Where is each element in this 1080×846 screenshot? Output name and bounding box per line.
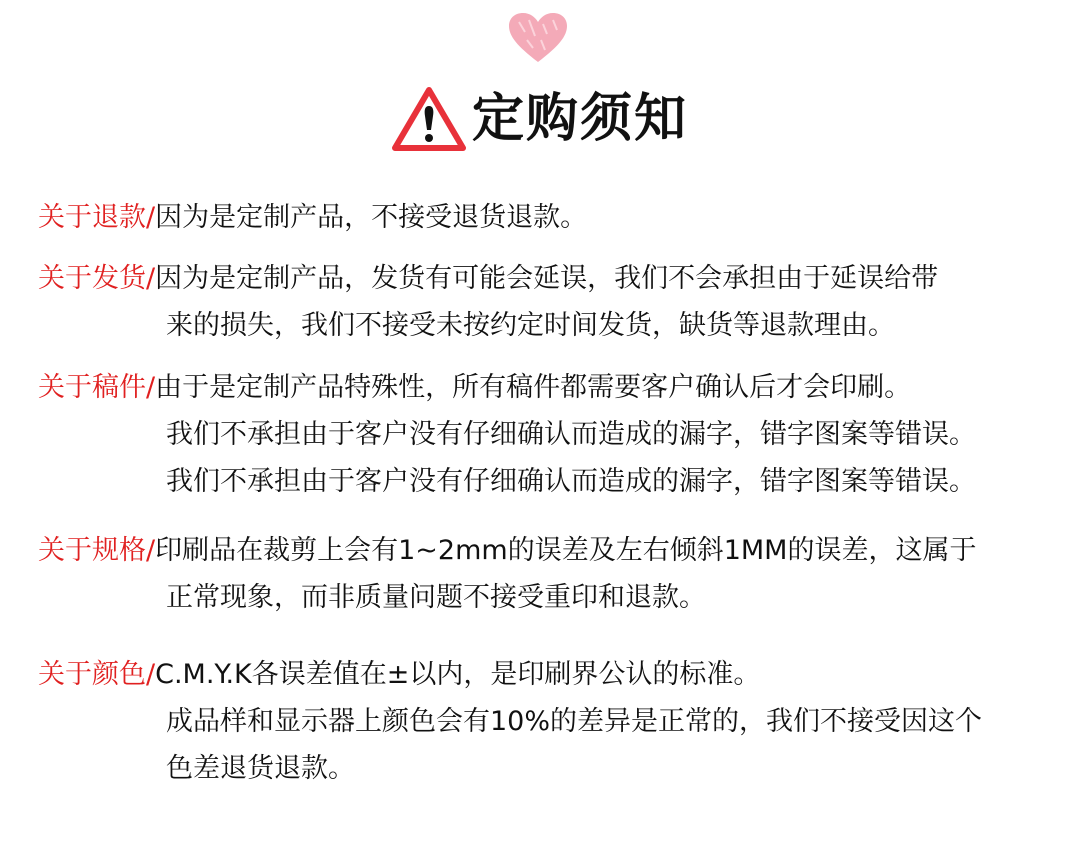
section-shipping [38, 255, 1048, 349]
section-text: 我们不承担由于客户没有仔细确认而造成的漏字，错字图案等错误。 [166, 466, 976, 497]
page-title: 定购须知 [471, 89, 688, 149]
section-separator: / [146, 202, 156, 233]
section-text: 正常现象，而非质量问题不接受重印和退款。 [166, 582, 706, 613]
section-label: 关于稿件 [38, 372, 146, 403]
section-separator: / [146, 372, 156, 403]
section-separator: / [146, 535, 156, 566]
title-row [0, 86, 1080, 152]
section-separator: / [146, 263, 156, 294]
section-text: 我们不承担由于客户没有仔细确认而造成的漏字，错字图案等错误。 [166, 419, 976, 450]
heart-icon [507, 12, 569, 64]
section-text: 色差退货退款。 [166, 753, 355, 784]
section-label: 关于退款 [38, 202, 146, 233]
section-refund [38, 194, 1048, 241]
warning-triangle-icon [392, 86, 466, 152]
section-text: 来的损失，我们不接受未按约定时间发货，缺货等退款理由。 [166, 310, 895, 341]
section-separator: / [146, 659, 156, 690]
section-specification [38, 527, 1048, 621]
section-text: 成品样和显示器上颜色会有10%的差异是正常的，我们不接受因这个 [166, 706, 983, 737]
section-label: 关于发货 [38, 263, 146, 294]
section-text: 因为是定制产品，发货有可能会延误，我们不会承担由于延误给带 [155, 263, 939, 294]
section-text: 因为是定制产品，不接受退货退款。 [155, 202, 588, 233]
section-text: C.M.Y.K各误差值在±以内，是印刷界公认的标准。 [155, 659, 761, 690]
section-text: 由于是定制产品特殊性，所有稿件都需要客户确认后才会印刷。 [155, 372, 912, 403]
section-label: 关于颜色 [38, 659, 146, 690]
section-color [38, 651, 1048, 792]
section-label: 关于规格 [38, 535, 146, 566]
section-artwork [38, 364, 1048, 505]
section-text: 印刷品在裁剪上会有1~2mm的误差及左右倾斜1MM的误差，这属于 [155, 535, 977, 566]
